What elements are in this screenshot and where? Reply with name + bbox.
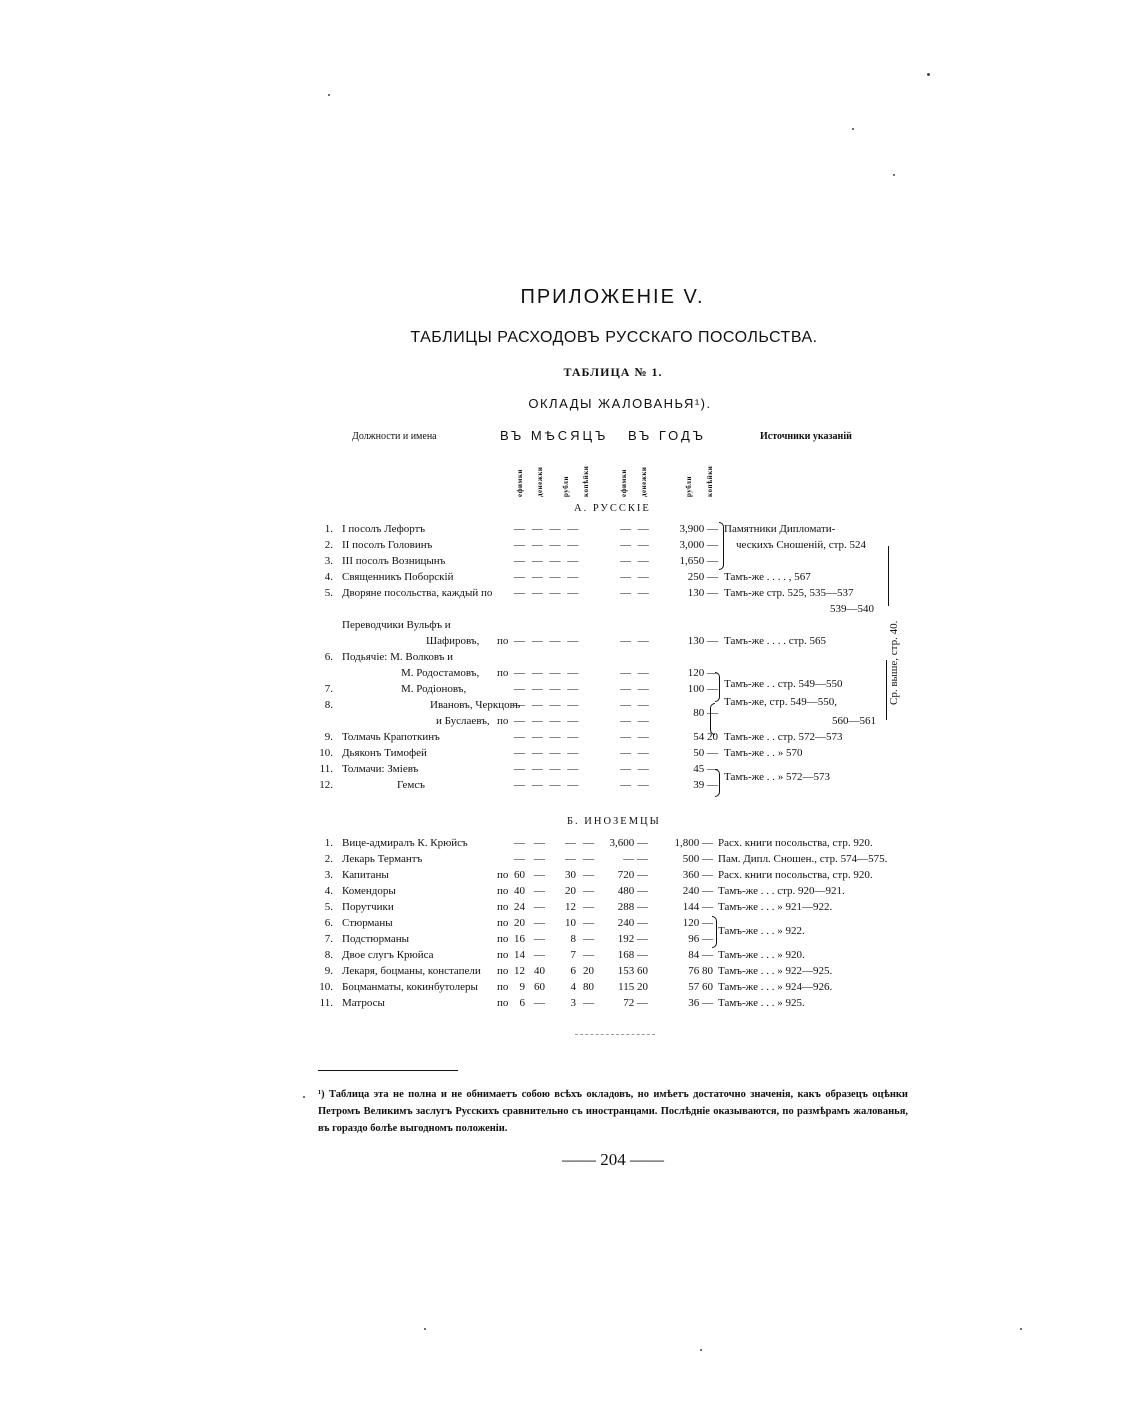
monthly-denezhki: 40 xyxy=(534,965,545,977)
monthly-denezhki: — xyxy=(534,885,545,897)
yearly-efimki: 720 — xyxy=(617,869,648,881)
row-number: 9. xyxy=(324,731,333,743)
source-reference: Тамъ-же . . стр. 549—550 xyxy=(724,678,843,690)
monthly-kopeiki: 80 xyxy=(583,981,594,993)
table-row xyxy=(0,707,1140,729)
table-row xyxy=(0,617,1140,633)
yearly-efimki: — — xyxy=(620,715,651,727)
vline-clerks xyxy=(886,660,887,720)
monthly-rubli: 20 xyxy=(565,885,576,897)
table-row xyxy=(0,569,1140,585)
table-row xyxy=(0,835,1140,851)
position-name: Комендоры xyxy=(342,885,396,897)
position-name: и Буслаевъ, xyxy=(436,715,490,727)
position-name: Лекарь Термантъ xyxy=(342,853,423,865)
table-row xyxy=(0,771,1140,793)
monthly-efimki: 20 xyxy=(514,917,525,929)
monthly-kopeiki: — xyxy=(583,933,594,945)
subheader-month-denezhki: денежки xyxy=(536,466,544,497)
table-row xyxy=(0,851,1140,867)
russians-sidenote: Ср. выше, стр. 40. xyxy=(888,620,900,706)
subheader-year-kopeiki: копѣйки xyxy=(706,465,714,497)
row-number: 10. xyxy=(319,747,333,759)
monthly-rubli: 12 xyxy=(565,901,576,913)
yearly-amount: 1,650 — xyxy=(679,555,718,567)
monthly-efimki: — xyxy=(514,853,525,865)
source-reference: Тамъ-же . . . » 920. xyxy=(718,949,805,961)
yearly-efimki: 153 60 xyxy=(617,965,648,977)
monthly-rubli: — xyxy=(565,837,576,849)
monthly-denezhki: — xyxy=(534,853,545,865)
row-number: 5. xyxy=(324,901,333,913)
table-row xyxy=(0,995,1140,1011)
scan-speck xyxy=(328,94,330,96)
yearly-efimki: — — xyxy=(620,763,651,775)
monthly-kopeiki: — xyxy=(583,949,594,961)
position-name: Подьячіе: М. Волковъ и xyxy=(342,651,454,663)
table-row xyxy=(0,665,1140,681)
monthly-amounts: — — — — xyxy=(514,715,581,727)
monthly-efimki: 14 xyxy=(514,949,525,961)
header-positions: Должности и имена xyxy=(352,431,437,442)
yearly-rubli: 1,800 — xyxy=(674,837,713,849)
monthly-rubli: 7 xyxy=(570,949,576,961)
monthly-denezhki: — xyxy=(534,837,545,849)
table-row xyxy=(0,633,1140,649)
monthly-efimki: 40 xyxy=(514,885,525,897)
scan-speck xyxy=(1020,1328,1022,1330)
yearly-amount: 3,900 — xyxy=(679,523,718,535)
yearly-efimki: — — xyxy=(620,699,651,711)
table-row xyxy=(0,979,1140,995)
yearly-efimki: 192 — xyxy=(617,933,648,945)
source-reference: 539—540 xyxy=(830,603,874,615)
monthly-efimki: 12 xyxy=(514,965,525,977)
position-name: Толмачи: Зміевъ xyxy=(342,763,419,775)
position-name: Дворяне посольства, каждый по xyxy=(342,587,493,599)
subheader-year-rubli: рубли xyxy=(685,476,693,497)
yearly-efimki: — — xyxy=(620,779,651,791)
yearly-amount: 130 — xyxy=(687,635,718,647)
monthly-efimki: 6 xyxy=(519,997,525,1009)
position-name: I посолъ Лефортъ xyxy=(342,523,426,535)
table-row xyxy=(0,947,1140,963)
yearly-amount: 130 — xyxy=(687,587,718,599)
monthly-rubli: 10 xyxy=(565,917,576,929)
row-number: 1. xyxy=(324,523,333,535)
per-marker: по xyxy=(497,997,509,1009)
row-number: 12. xyxy=(319,779,333,791)
yearly-efimki: 240 — xyxy=(617,917,648,929)
brace-sturmen xyxy=(712,916,717,948)
row-number: 3. xyxy=(324,555,333,567)
yearly-efimki: 115 20 xyxy=(618,981,648,993)
per-marker: по xyxy=(497,965,509,977)
table-row xyxy=(0,745,1140,761)
monthly-amounts: — — — — xyxy=(514,683,581,695)
source-reference: Тамъ-же . . . » 922. xyxy=(718,925,805,937)
source-reference: Тамъ-же . . » 572—573 xyxy=(724,771,830,783)
position-name: Матросы xyxy=(342,997,385,1009)
position-name: Дьяконъ Тимофей xyxy=(342,747,427,759)
monthly-kopeiki: — xyxy=(583,853,594,865)
table-row xyxy=(0,697,1140,713)
monthly-denezhki: — xyxy=(534,933,545,945)
monthly-kopeiki: — xyxy=(583,997,594,1009)
row-number: 6. xyxy=(324,917,333,929)
per-marker: по xyxy=(497,901,509,913)
monthly-denezhki: — xyxy=(534,869,545,881)
yearly-amount: 80 — xyxy=(693,707,718,719)
position-name: Боцманматы, кокинбутолеры xyxy=(342,981,478,993)
monthly-efimki: 60 xyxy=(514,869,525,881)
position-name: Шафировъ, xyxy=(426,635,480,647)
table-row xyxy=(0,883,1140,899)
monthly-amounts: — — — — xyxy=(514,635,581,647)
yearly-efimki: — — xyxy=(620,635,651,647)
table-number: ТАБЛИЦА № 1. xyxy=(563,365,663,379)
yearly-efimki: — — xyxy=(620,571,651,583)
monthly-kopeiki: — xyxy=(583,917,594,929)
position-name: Переводчики Вульфъ и xyxy=(342,619,451,631)
source-reference: Тамъ-же стр. 525, 535—537 xyxy=(724,587,854,599)
row-number: 4. xyxy=(324,571,333,583)
yearly-efimki: 3,600 — xyxy=(609,837,648,849)
monthly-amounts: — — — — xyxy=(514,523,581,535)
page-number: —— 204 —— xyxy=(562,1150,664,1169)
table-row xyxy=(0,963,1140,979)
yearly-amount: 120 — xyxy=(687,667,718,679)
position-name: Подстюрманы xyxy=(342,933,410,945)
per-marker: по xyxy=(497,869,509,881)
scan-speck xyxy=(852,128,854,130)
scan-speck xyxy=(700,1349,702,1351)
source-reference: Тамъ-же, стр. 549—550, xyxy=(724,696,838,708)
section-russians: А. РУССКІЕ xyxy=(574,503,651,514)
table-row xyxy=(0,537,1140,553)
row-number: 7. xyxy=(324,683,333,695)
appendix-title: ПРИЛОЖЕНІЕ V. xyxy=(520,286,705,308)
scan-speck xyxy=(927,73,930,76)
monthly-amounts: — — — — xyxy=(514,779,581,791)
table-row xyxy=(0,729,1140,745)
brace-clerks xyxy=(715,672,720,702)
row-number: 11. xyxy=(319,763,333,775)
yearly-amount: 100 — xyxy=(687,683,718,695)
yearly-efimki: — — xyxy=(620,523,651,535)
source-reference: Тамъ-же . . . » 924—926. xyxy=(718,981,833,993)
source-reference: Тамъ-же . . стр. 572—573 xyxy=(724,731,843,743)
yearly-efimki: — — xyxy=(620,731,651,743)
monthly-rubli: — xyxy=(565,853,576,865)
source-reference: Тамъ-же . . . . стр. 565 xyxy=(724,635,827,647)
table-row xyxy=(0,585,1140,601)
table-row xyxy=(0,553,1140,569)
scan-speck xyxy=(893,174,895,176)
yearly-amount: 250 — xyxy=(687,571,718,583)
per-marker: по xyxy=(497,885,509,897)
yearly-amount: 3,000 — xyxy=(679,539,718,551)
table-row xyxy=(0,915,1140,931)
row-number: 10. xyxy=(319,981,333,993)
monthly-amounts: — — — — xyxy=(514,555,581,567)
subheader-year-denezhki: денежки xyxy=(640,466,648,497)
monthly-efimki: 16 xyxy=(514,933,525,945)
source-reference: Тамъ-же . . . » 922—925. xyxy=(718,965,833,977)
yearly-rubli: 500 — xyxy=(682,853,713,865)
brace-interpreters xyxy=(710,703,715,735)
source-reference: Тамъ-же . . . » 921—922. xyxy=(718,901,833,913)
monthly-kopeiki: — xyxy=(583,885,594,897)
yearly-amount: 39 — xyxy=(693,779,718,791)
per-marker: по xyxy=(497,635,509,647)
row-number: 5. xyxy=(324,587,333,599)
yearly-efimki: 480 — xyxy=(617,885,648,897)
table-row xyxy=(0,678,1140,697)
monthly-rubli: 8 xyxy=(570,933,576,945)
row-number: 1. xyxy=(324,837,333,849)
monthly-amounts: — — — — xyxy=(514,763,581,775)
per-marker: по xyxy=(497,933,509,945)
yearly-rubli: 96 — xyxy=(688,933,713,945)
position-name: Стюрманы xyxy=(342,917,393,929)
subheader-year-efimki: ефимки xyxy=(620,469,628,497)
monthly-rubli: 30 xyxy=(565,869,576,881)
source-reference: 560—561 xyxy=(832,715,876,727)
scan-speck xyxy=(303,1096,305,1098)
footnote-separator xyxy=(318,1070,458,1071)
brace-tolmachi xyxy=(715,769,720,797)
row-number: 7. xyxy=(324,933,333,945)
position-name: Вице-адмиралъ К. Крюйсъ xyxy=(342,837,468,849)
table-row xyxy=(0,867,1140,883)
yearly-efimki: 288 — xyxy=(617,901,648,913)
row-number: 2. xyxy=(324,853,333,865)
yearly-rubli: 76 80 xyxy=(688,965,713,977)
source-reference: Пам. Дипл. Сношен., стр. 574—575. xyxy=(718,853,888,865)
yearly-rubli: 84 — xyxy=(688,949,713,961)
source-reference: Расх. книги посольства, стр. 920. xyxy=(718,837,873,849)
table-row xyxy=(0,899,1140,915)
monthly-denezhki: — xyxy=(534,949,545,961)
position-name: Капитаны xyxy=(342,869,389,881)
source-reference: Расх. книги посольства, стр. 920. xyxy=(718,869,873,881)
row-number: 8. xyxy=(324,949,333,961)
subheader-month-kopeiki: копѣйки xyxy=(582,465,590,497)
tables-title: ТАБЛИЦЫ РАСХОДОВЪ РУССКАГО ПОСОЛЬСТВА. xyxy=(410,329,818,346)
table-row xyxy=(0,521,1140,537)
monthly-kopeiki: — xyxy=(583,837,594,849)
position-name: Толмачь Крапоткинъ xyxy=(342,731,440,743)
yearly-rubli: 360 — xyxy=(682,869,713,881)
yearly-rubli: 57 60 xyxy=(688,981,713,993)
per-marker: по xyxy=(497,667,509,679)
position-name: Порутчики xyxy=(342,901,394,913)
monthly-efimki: 24 xyxy=(514,901,525,913)
yearly-efimki: — — xyxy=(623,853,648,865)
source-reference: Тамъ-же . . . . , 567 xyxy=(724,571,811,583)
yearly-efimki: — — xyxy=(620,667,651,679)
source-reference: Тамъ-же . . » 570 xyxy=(724,747,803,759)
per-marker: по xyxy=(497,917,509,929)
monthly-denezhki: — xyxy=(534,997,545,1009)
monthly-denezhki: — xyxy=(534,917,545,929)
row-number: 11. xyxy=(319,997,333,1009)
yearly-rubli: 120 — xyxy=(682,917,713,929)
yearly-amount: 50 — xyxy=(693,747,718,759)
yearly-efimki: 168 — xyxy=(617,949,648,961)
monthly-amounts: — — — — xyxy=(514,571,581,583)
monthly-amounts: — — — — xyxy=(514,699,581,711)
monthly-amounts: — — — — xyxy=(514,747,581,759)
subheader-month-rubli: рубли xyxy=(562,476,570,497)
header-per-month: ВЪ МѢСЯЦЪ xyxy=(500,428,609,443)
yearly-rubli: 36 — xyxy=(688,997,713,1009)
per-marker: по xyxy=(497,949,509,961)
monthly-amounts: — — — — xyxy=(514,731,581,743)
monthly-rubli: 3 xyxy=(570,997,576,1009)
yearly-rubli: 240 — xyxy=(682,885,713,897)
brace-ambassadors xyxy=(719,522,724,570)
monthly-amounts: — — — — xyxy=(514,587,581,599)
yearly-rubli: 144 — xyxy=(682,901,713,913)
monthly-efimki: 9 xyxy=(519,981,525,993)
header-per-year: ВЪ ГОДЪ xyxy=(628,428,707,443)
position-name: III посолъ Возницынъ xyxy=(342,555,446,567)
position-name: М. Родіоновъ, xyxy=(401,683,467,695)
per-marker: по xyxy=(497,981,509,993)
row-number: 6. xyxy=(324,651,333,663)
monthly-kopeiki: — xyxy=(583,901,594,913)
table-name: ОКЛАДЫ ЖАЛОВАНЬЯ¹). xyxy=(528,396,712,411)
yearly-efimki: 72 — xyxy=(623,997,648,1009)
yearly-amount: 54 20 xyxy=(693,731,718,743)
row-number: 3. xyxy=(324,869,333,881)
position-name: II посолъ Головинъ xyxy=(342,539,433,551)
yearly-efimki: — — xyxy=(620,587,651,599)
footnote: ¹) Таблица эта не полна и не обнимаетъ собою всѣхъ окладовъ, но имѣетъ достаточно значенія, какъ образецъ оцѣнки Петромъ Великимъ заслугъ Русскихъ сравнительно съ иностранцами. Послѣдніе оказываются, по размѣрамъ жалованья, въ гораздо болѣе выгодномъ положеніи. xyxy=(318,1089,908,1134)
yearly-amount: 45 — xyxy=(693,763,718,775)
row-number: 8. xyxy=(324,699,333,711)
table-row xyxy=(0,601,1140,617)
source-reference: Тамъ-же . . . стр. 920—921. xyxy=(718,885,845,897)
monthly-denezhki: — xyxy=(534,901,545,913)
table-row xyxy=(0,925,1140,947)
position-name: Священникъ Поборскій xyxy=(342,571,454,583)
header-sources: Источники указаній xyxy=(760,431,852,442)
yearly-efimki: — — xyxy=(620,747,651,759)
subheader-month-efimki: ефимки xyxy=(516,469,524,497)
monthly-amounts: — — — — xyxy=(514,667,581,679)
source-reference: ческихъ Сношеній, стр. 524 xyxy=(736,539,867,551)
position-name: Двое слугъ Крюйса xyxy=(342,949,434,961)
row-number: 4. xyxy=(324,885,333,897)
position-name: Ивановъ, Черкцовъ xyxy=(430,699,521,711)
yearly-efimki: — — xyxy=(620,555,651,567)
row-number: 9. xyxy=(324,965,333,977)
position-name: М. Родостамовъ, xyxy=(401,667,480,679)
monthly-efimki: — xyxy=(514,837,525,849)
ornament-line xyxy=(575,1034,655,1036)
monthly-rubli: 4 xyxy=(570,981,576,993)
position-name: Гемсъ xyxy=(397,779,425,791)
monthly-kopeiki: — xyxy=(583,869,594,881)
source-reference: Тамъ-же . . . » 925. xyxy=(718,997,805,1009)
source-reference: Памятники Дипломати- xyxy=(724,523,836,535)
monthly-rubli: 6 xyxy=(570,965,576,977)
monthly-kopeiki: 20 xyxy=(583,965,594,977)
position-name: Лекаря, боцманы, констапели xyxy=(342,965,481,977)
vline-source xyxy=(888,546,889,606)
monthly-denezhki: 60 xyxy=(534,981,545,993)
yearly-efimki: — — xyxy=(620,539,651,551)
monthly-amounts: — — — — xyxy=(514,539,581,551)
table-row xyxy=(0,761,1140,777)
table-row xyxy=(0,649,1140,665)
section-foreigners: Б. ИНОЗЕМЦЫ xyxy=(567,816,661,827)
row-number: 2. xyxy=(324,539,333,551)
per-marker: по xyxy=(497,715,509,727)
yearly-efimki: — — xyxy=(620,683,651,695)
scan-speck xyxy=(424,1328,426,1330)
